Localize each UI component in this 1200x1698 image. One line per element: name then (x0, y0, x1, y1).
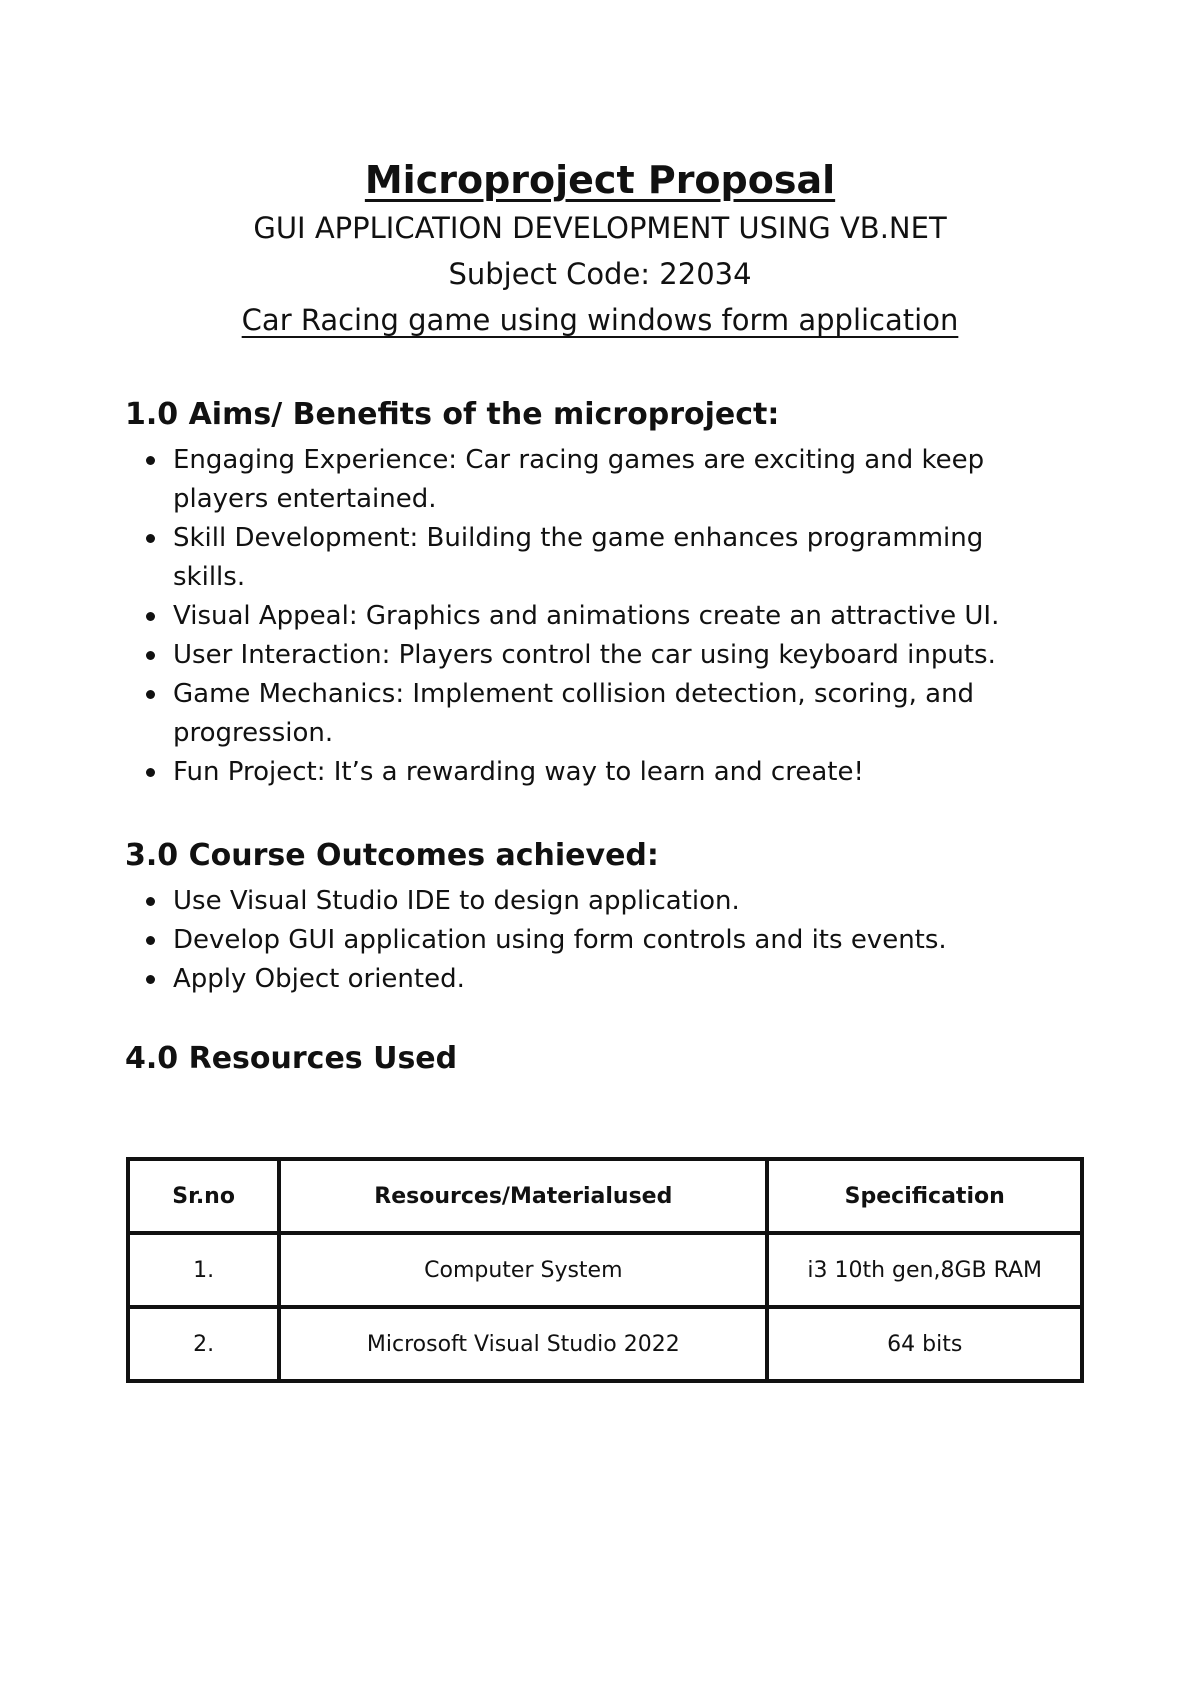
document-title: Microproject Proposal (364, 158, 836, 202)
bullet-icon (146, 897, 155, 906)
list-item (173, 519, 1053, 597)
list-item (173, 921, 1085, 960)
list-item (173, 597, 1085, 636)
column-header-srno: Sr.no (128, 1159, 279, 1233)
table-cell-srno: 2. (128, 1307, 279, 1381)
list-item (173, 753, 1085, 792)
table-cell-specification: 64 bits (767, 1307, 1082, 1381)
resources-heading: 4.0 Resources Used (125, 1041, 458, 1076)
table-row (128, 1233, 1082, 1307)
list-item-text: Use Visual Studio IDE to design application. (173, 886, 740, 916)
list-item-text: Fun Project: It’s a rewarding way to learn and create! (173, 757, 864, 787)
course-name: GUI APPLICATION DEVELOPMENT USING VB.NET (253, 211, 947, 245)
list-item (173, 882, 1085, 921)
column-header-specification: Specification (767, 1159, 1082, 1233)
list-item-text: Visual Appeal: Graphics and animations create an attractive UI. (173, 601, 1000, 631)
table-header-row (128, 1159, 1082, 1233)
list-item (173, 675, 1053, 753)
bullet-icon (146, 534, 155, 543)
outcomes-list (125, 882, 1085, 999)
table-cell-srno: 1. (128, 1233, 279, 1307)
bullet-icon (146, 690, 155, 699)
table-row (128, 1307, 1082, 1381)
document-header (0, 155, 1200, 343)
bullet-icon (146, 975, 155, 984)
list-item (173, 441, 1053, 519)
list-item-text: Skill Development: Building the game enhances programming skills. (173, 523, 984, 592)
bullet-icon (146, 612, 155, 621)
bullet-icon (146, 936, 155, 945)
bullet-icon (146, 768, 155, 777)
list-item-text: User Interaction: Players control the car using keyboard inputs. (173, 640, 996, 670)
bullet-icon (146, 651, 155, 660)
outcomes-section (125, 836, 1085, 999)
aims-heading: 1.0 Aims/ Benefits of the microproject: (125, 397, 780, 432)
list-item-text: Game Mechanics: Implement collision detection, scoring, and progression. (173, 679, 975, 748)
table-cell-resource: Microsoft Visual Studio 2022 (279, 1307, 767, 1381)
list-item (173, 636, 1085, 675)
resources-section (125, 1039, 1085, 1085)
aims-section (125, 395, 1085, 792)
list-item-text: Apply Object oriented. (173, 964, 465, 994)
list-item-text: Engaging Experience: Car racing games are exciting and keep players entertained. (173, 445, 985, 514)
aims-list (125, 441, 1085, 792)
bullet-icon (146, 456, 155, 465)
list-item-text: Develop GUI application using form controls and its events. (173, 925, 947, 955)
list-item (173, 960, 1085, 999)
subject-code: Subject Code: 22034 (448, 257, 752, 291)
table-cell-resource: Computer System (279, 1233, 767, 1307)
outcomes-heading: 3.0 Course Outcomes achieved: (125, 838, 659, 873)
resources-table (126, 1157, 1084, 1383)
column-header-resource: Resources/Materialused (279, 1159, 767, 1233)
table-cell-specification: i3 10th gen,8GB RAM (767, 1233, 1082, 1307)
project-title: Car Racing game using windows form application (241, 303, 959, 337)
